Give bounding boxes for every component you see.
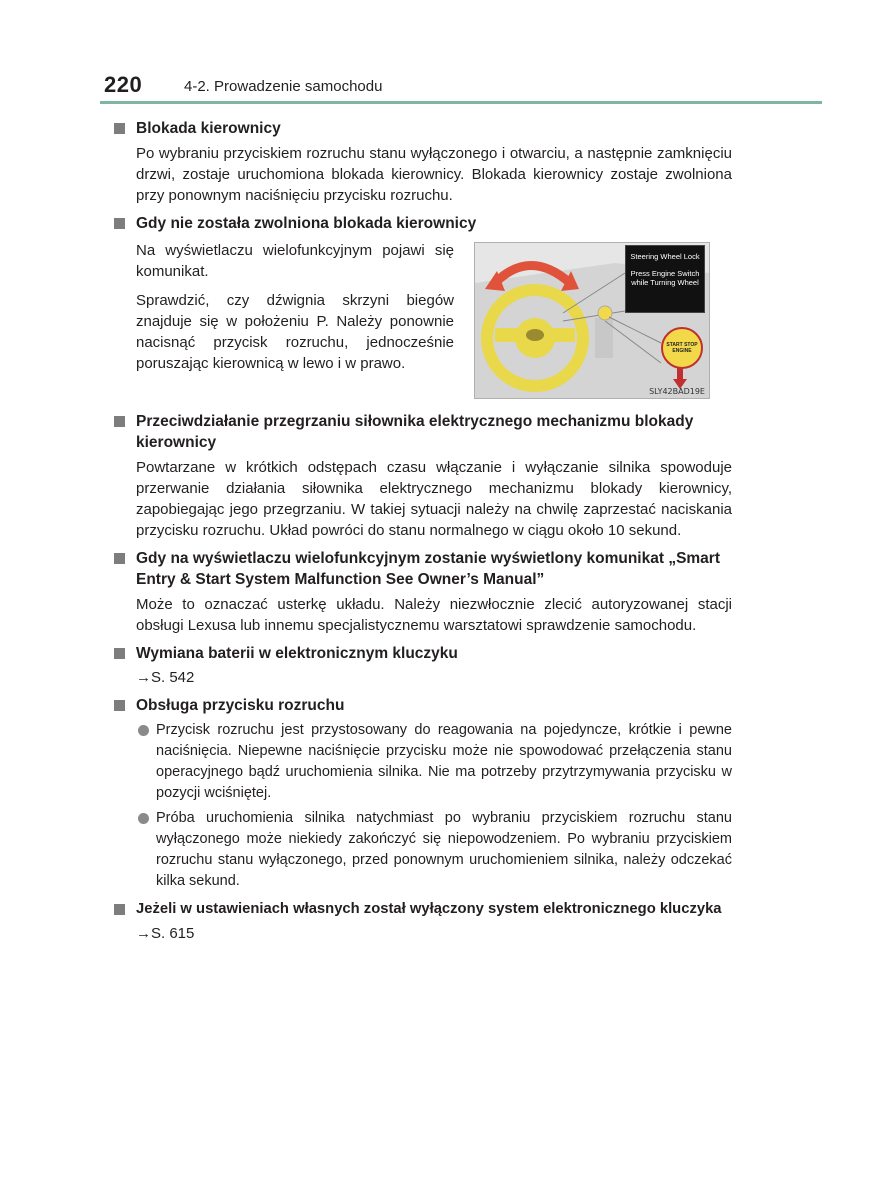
illustration-code: SLY42BAD19E: [649, 387, 705, 396]
square-bullet-icon: [114, 648, 125, 659]
paragraph-message-appears: Na wyświetlaczu wielofunkcyjnym pojawi się komunikat.: [136, 242, 454, 280]
message-body: Press Engine Switch while Turning Wheel: [630, 269, 700, 287]
paragraph-overheat-prevention: Powtarzane w krótkich odstępach czasu włączanie i wyłączanie silnika spowoduje przerwanie działania siłownika elektrycznego mechanizmu blokady kierownicy, zapobiegając jego przegrzaniu. W takiej sytuacji należy na chwilę zaprzestać naciskania przycisku rozruchu. Układ powróci do stanu normalnego w ciągu około 10 sekund.: [136, 459, 732, 539]
paragraph-malfunction-message: Może to oznaczać usterkę układu. Należy niezwłocznie zlecić autoryzowanej stacji obsługi Lexusa lub innemu specjalistycznemu warsztatowi sprawdzenie samochodu.: [136, 596, 732, 634]
page-number: 220: [104, 72, 143, 97]
round-bullet-icon: [138, 725, 149, 736]
heading-smart-key-disabled: Jeżeli w ustawieniach własnych został wyłączony system elektronicznego kluczyka: [114, 899, 732, 920]
heading-start-button-use: Obsługa przycisku rozruchu: [114, 695, 732, 716]
lock-not-released-row: [114, 236, 732, 399]
paragraph-steering-lock: Po wybraniu przyciskiem rozruchu stanu wyłączonego i otwarciu, a następnie zamknięciu drzwi, zostaje uruchomiona blokada kierownicy. Blokada kierownicy zostaje zwolniona przy ponownym naciśnięciu przycisku rozruchu.: [136, 145, 732, 204]
message-title: Steering Wheel Lock: [630, 252, 700, 261]
heading-lock-not-released: Gdy nie została zwolniona blokada kierownicy: [114, 213, 732, 234]
page-header: [100, 70, 822, 106]
heading-steering-lock: Blokada kierownicy: [114, 118, 732, 139]
list-item: Przycisk rozruchu jest przystosowany do reagowania na pojedyncze, krótkie i pewne naciśnięcia. Niepewne naciśnięcie przycisku może nie spowodować przełączenia stanu operacyjnego bądź uruchomienia silnika. Nie ma potrzeby przytrzymywania przycisku w pozycji wciśniętej.: [114, 720, 732, 804]
paragraph-check-shift-lever: Sprawdzić, czy dźwignia skrzyni biegów znajduje się w położeniu P. Należy ponownie nacisnąć przycisk rozruchu, jednocześnie poruszając kierownicą w lewo i w prawo.: [136, 292, 454, 372]
page-content: [114, 118, 732, 944]
round-bullet-icon: [138, 813, 149, 824]
section-title: 4-2. Prowadzenie samochodu: [184, 78, 383, 95]
square-bullet-icon: [114, 123, 125, 134]
square-bullet-icon: [114, 904, 125, 915]
list-item: Próba uruchomienia silnika natychmiast po wybraniu przyciskiem rozruchu stanu wyłączonego może niekiedy zakończyć się niepowodzeniem. Po wybraniu przyciskiem rozruchu stanu wyłączonego, przed ponownym uruchomieniem silnika, należy odczekać kilka sekund.: [114, 808, 732, 892]
square-bullet-icon: [114, 416, 125, 427]
heading-malfunction-message: Gdy na wyświetlaczu wielofunkcyjnym zostanie wyświetlony komunikat „Smart Entry & Start System Malfunction See Owner’s Manual”: [114, 548, 732, 590]
start-stop-button-label: START STOP ENGINE: [666, 342, 698, 354]
start-stop-button-icon: [661, 327, 703, 369]
page-reference-custom-settings: →S. 615: [136, 925, 195, 942]
page-reference-battery: →S. 542: [136, 669, 195, 686]
square-bullet-icon: [114, 700, 125, 711]
square-bullet-icon: [114, 553, 125, 564]
square-bullet-icon: [114, 218, 125, 229]
message-display: [625, 245, 705, 313]
header-rule: [100, 101, 822, 104]
heading-key-battery: Wymiana baterii w elektronicznym kluczyku: [114, 643, 732, 664]
lock-not-released-text: [114, 236, 454, 374]
heading-overheat-prevention: Przeciwdziałanie przegrzaniu siłownika elektrycznego mechanizmu blokady kierownicy: [114, 411, 732, 453]
steering-wheel-illustration: [474, 242, 710, 399]
